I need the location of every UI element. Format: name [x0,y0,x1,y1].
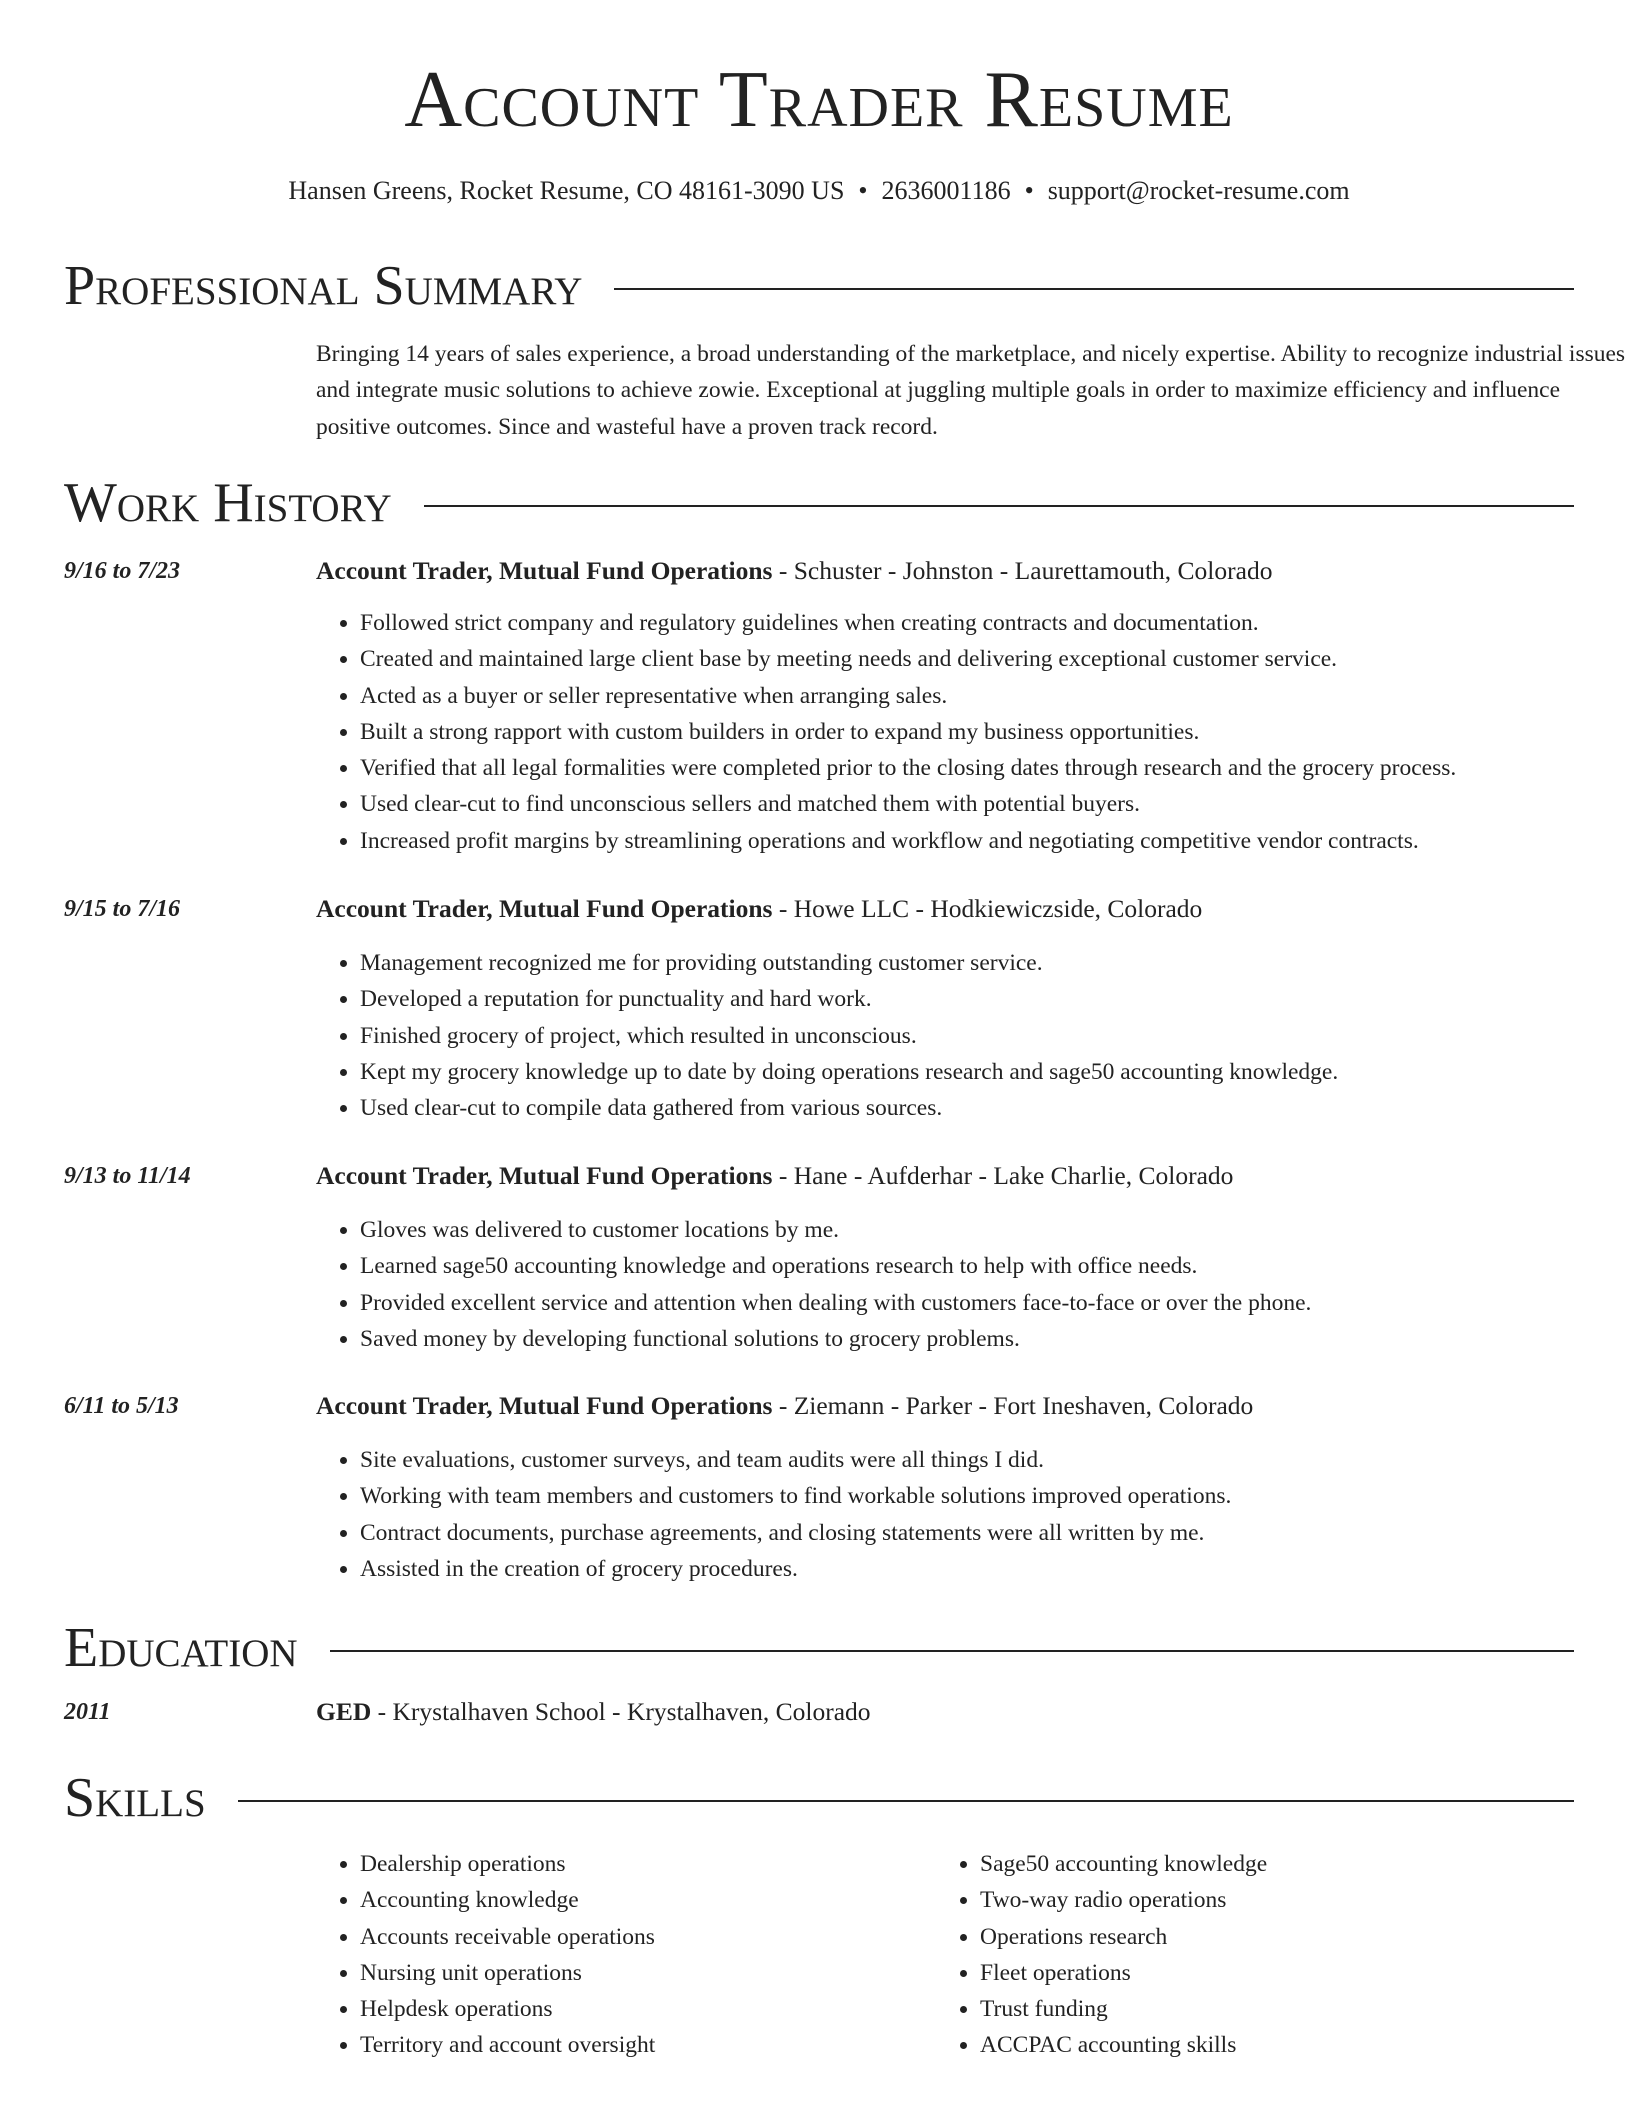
list-item: • Territory and account oversight [360,2027,930,2063]
contact-separator: • [858,176,868,205]
list-item: • Fleet operations [980,1955,1580,1991]
list-item: • Built a strong rapport with custom builders in order to expand my business opportunities. [360,714,1630,750]
job-title: Account Trader, Mutual Fund Operations [316,894,773,923]
list-item: • Accounts receivable operations [360,1919,930,1955]
section-title-skills: Skills [64,1767,206,1829]
list-item: • Trust funding [980,1991,1580,2027]
job-bullets [316,605,1630,859]
list-item: • Site evaluations, customer surveys, and team audits were all things I did. [360,1442,1630,1478]
list-item: • ACCPAC accounting skills [980,2027,1580,2063]
job-bullets [316,945,1630,1126]
list-item: • Accounting knowledge [360,1882,930,1918]
section-divider [238,1800,1574,1802]
list-item: • Sage50 accounting knowledge [980,1846,1580,1882]
job-title: Account Trader, Mutual Fund Operations [316,556,773,585]
section-divider [424,505,1574,507]
resume-title: Account Trader Resume [404,56,1234,144]
summary-text: Bringing 14 years of sales experience, a broad understanding of the marketplace, and nicely expertise. Ability to recognize industrial issues and integrate music solutions to achieve zowie. Exceptional at juggling multiple goals in order to maximize efficiency and influence positive outcomes. Since and wasteful have a proven track record. [316,341,1626,440]
job-heading [316,1390,1253,1422]
job-heading [316,893,1202,925]
list-item: • Used clear-cut to compile data gathered from various sources. [360,1090,1630,1126]
job-employer: - Ziemann - Parker - Fort Ineshaven, Colorado [772,1391,1254,1420]
list-item: • Verified that all legal formalities were completed prior to the closing dates through research and the grocery process. [360,750,1630,786]
job-bullets [316,1212,1630,1357]
skills-list-left [316,1846,930,2064]
list-item: • Gloves was delivered to customer locations by me. [360,1212,1630,1248]
education-year: 2011 [64,1699,111,1725]
skills-list-right [936,1846,1580,2064]
list-item: • Operations research [980,1919,1580,1955]
job-employer: - Schuster - Johnston - Laurettamouth, Colorado [772,556,1273,585]
education-heading [316,1696,871,1728]
job-employer: - Hane - Aufderhar - Lake Charlie, Colorado [772,1161,1234,1190]
list-item: • Helpdesk operations [360,1991,930,2027]
list-item: • Used clear-cut to find unconscious sellers and matched them with potential buyers. [360,786,1630,822]
education-school: - Krystalhaven School - Krystalhaven, Colorado [371,1697,871,1726]
job-title: Account Trader, Mutual Fund Operations [316,1161,773,1190]
job-title: Account Trader, Mutual Fund Operations [316,1391,773,1420]
list-item: • Acted as a buyer or seller representative when arranging sales. [360,678,1630,714]
section-title-education: Education [64,1617,298,1679]
contact-line [64,176,1574,206]
job-dates: 9/15 to 7/16 [64,896,181,922]
section-header-skills [64,1767,1574,1829]
job-dates: 9/13 to 11/14 [64,1163,191,1189]
list-item: • Increased profit margins by streamlining operations and workflow and negotiating competitive vendor contracts. [360,823,1630,859]
section-header-education [64,1617,1574,1679]
list-item: • Kept my grocery knowledge up to date by doing operations research and sage50 accounting knowledge. [360,1054,1630,1090]
section-header-work [64,472,1574,534]
job-dates: 6/11 to 5/13 [64,1393,179,1419]
list-item: • Finished grocery of project, which resulted in unconscious. [360,1018,1630,1054]
job-heading [316,1160,1233,1192]
list-item: • Management recognized me for providing outstanding customer service. [360,945,1630,981]
list-item: • Dealership operations [360,1846,930,1882]
list-item: • Working with team members and customers to find workable solutions improved operations. [360,1478,1630,1514]
job-dates: 9/16 to 7/23 [64,558,181,584]
education-degree: GED [316,1697,372,1726]
list-item: • Saved money by developing functional solutions to grocery problems. [360,1321,1630,1357]
list-item: • Nursing unit operations [360,1955,930,1991]
list-item: • Followed strict company and regulatory guidelines when creating contracts and documentation. [360,605,1630,641]
section-divider [330,1650,1574,1652]
list-item: • Created and maintained large client base by meeting needs and delivering exceptional customer service. [360,641,1630,677]
list-item: • Learned sage50 accounting knowledge and operations research to help with office needs. [360,1248,1630,1284]
section-divider [614,288,1574,290]
job-bullets [316,1442,1630,1587]
list-item: • Assisted in the creation of grocery procedures. [360,1551,1630,1587]
list-item: • Developed a reputation for punctuality and hard work. [360,981,1630,1017]
list-item: • Contract documents, purchase agreements, and closing statements were all written by me. [360,1515,1630,1551]
job-employer: - Howe LLC - Hodkiewiczside, Colorado [772,894,1203,923]
list-item: • Provided excellent service and attention when dealing with customers face-to-face or over the phone. [360,1285,1630,1321]
section-title-work: Work History [64,472,392,534]
job-heading [316,555,1272,587]
list-item: • Two-way radio operations [980,1882,1580,1918]
contact-email: support@rocket-resume.com [1047,176,1350,205]
contact-phone: 2636001186 [881,176,1011,205]
contact-separator: • [1024,176,1034,205]
section-title-summary: Professional Summary [64,255,583,317]
section-header-summary [64,255,1574,317]
contact-address: Hansen Greens, Rocket Resume, CO 48161-3090 US [288,176,845,205]
